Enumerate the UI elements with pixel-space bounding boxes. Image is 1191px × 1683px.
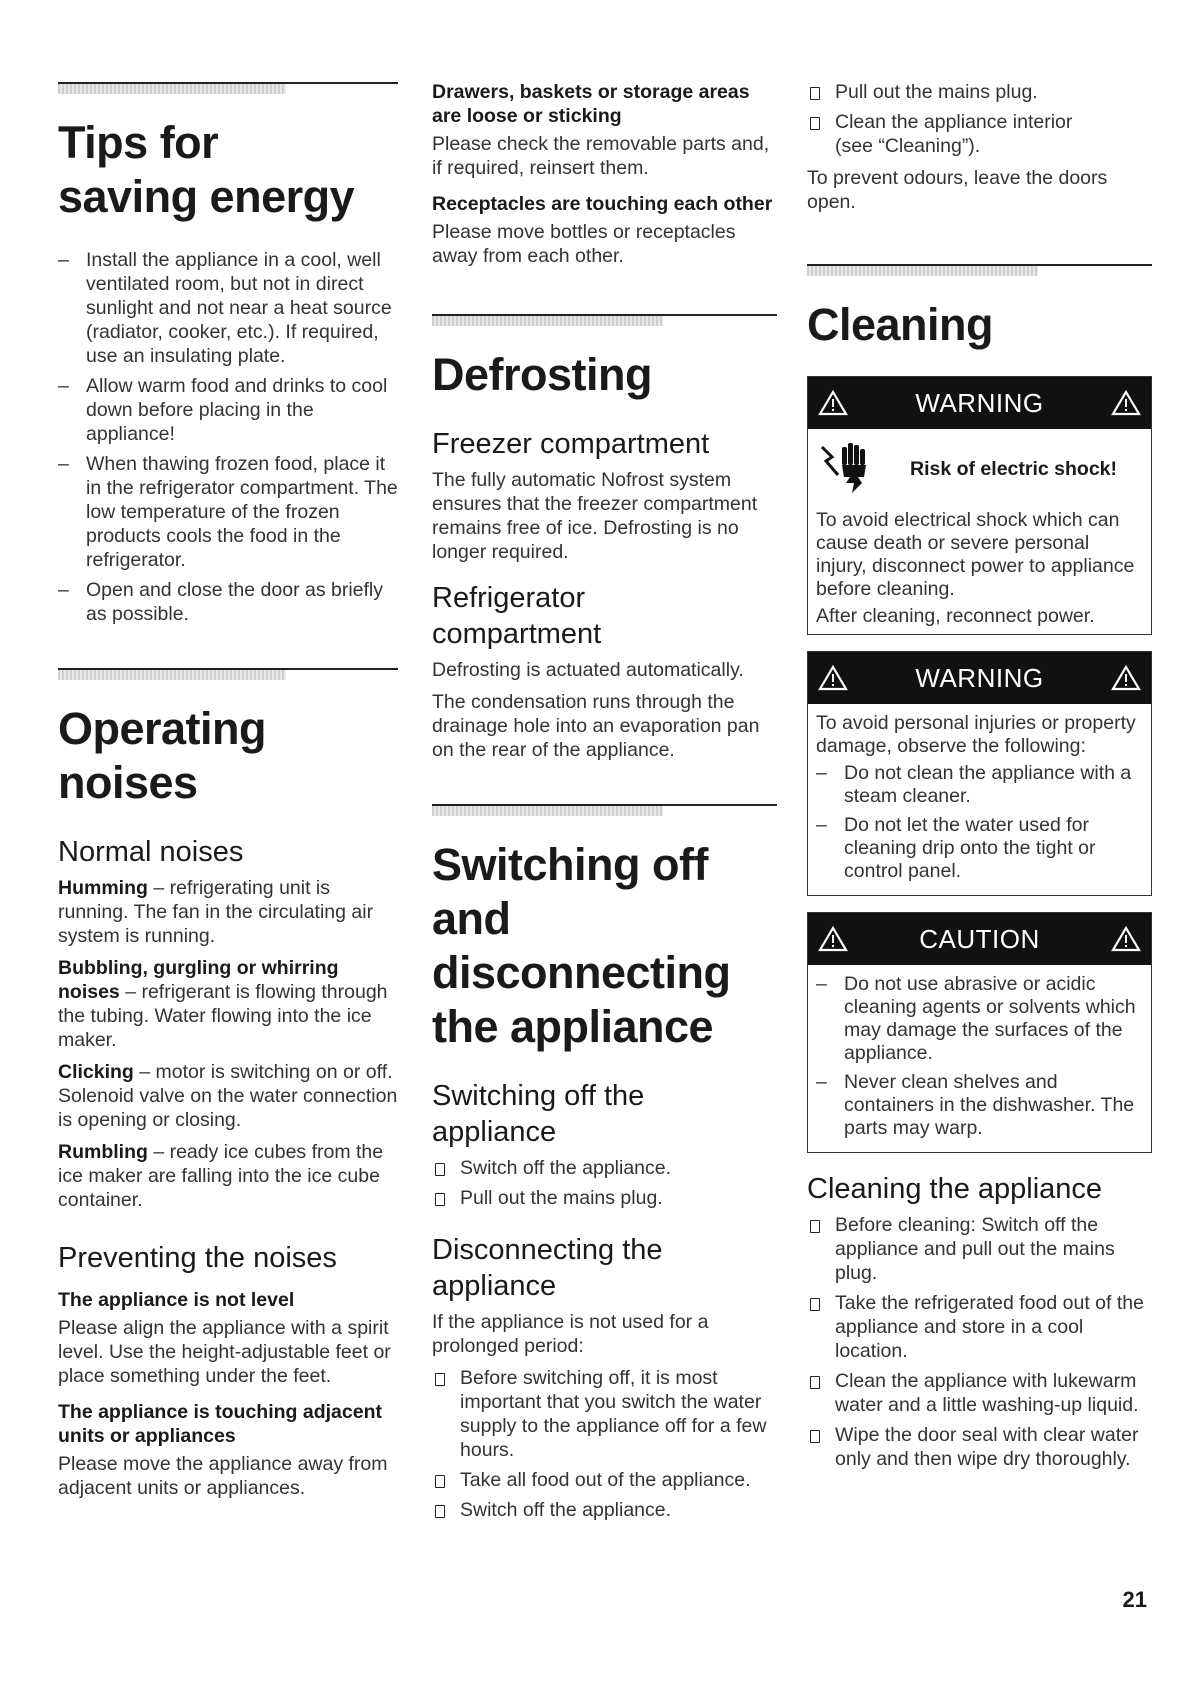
noise-humming: Humming – refrigerating unit is running. The fan in the circulating air system is running.: [58, 877, 374, 947]
list-item: – Install the appliance in a cool, well ventilated room, but not in direct sunlight and not near a heat source (radiator, cooker, etc.). If required, use an insulating plate.: [58, 248, 398, 368]
caution-header: CAUTION: [808, 913, 1151, 965]
warning-triangle-icon: [1111, 665, 1141, 691]
clean-steps-list: [807, 1213, 1152, 1471]
warning-triangle-icon: [1111, 390, 1141, 416]
section-title-defrosting: Defrosting: [432, 349, 652, 400]
warning-list: [816, 762, 1143, 883]
disconnect-intro: If the appliance is not used for a prolonged period:: [432, 1311, 709, 1357]
list-item: Clean the appliance with lukewarm water and a little washing-up liquid.: [807, 1369, 1152, 1417]
section-rule: [432, 804, 777, 818]
list-item: – Do not use abrasive or acidic cleaning agents or solvents which may damage the surfaces of the appliance.: [816, 973, 1143, 1065]
steps-list: [807, 80, 1152, 158]
section-title-tips: Tips for saving energy: [58, 117, 355, 222]
warning-box-injury: [807, 651, 1152, 896]
subsection-title-switchoff: Switching off the appliance: [432, 1080, 645, 1148]
section-rule: [58, 668, 398, 682]
freezer-text: The fully automatic Nofrost system ensures that the freezer compartment remains free of ice. Defrosting is no longer required.: [432, 469, 758, 563]
list-item: Take all food out of the appliance.: [432, 1468, 777, 1492]
warning-triangle-icon: [818, 926, 848, 952]
list-item: Wipe the door seal with clear water only and then wipe dry thoroughly.: [807, 1423, 1152, 1471]
noise-bubbling: Bubbling, gurgling or whirring noises – refrigerant is flowing through the tubing. Water flowing into the ice maker.: [58, 957, 388, 1051]
odours-text: To prevent odours, leave the doors open.: [807, 167, 1108, 213]
list-item: Switch off the appliance.: [432, 1498, 777, 1522]
warning-header: WARNING: [808, 652, 1151, 704]
subsection-title-fridge: Refrigerator compartment: [432, 582, 602, 650]
noise-rumbling: Rumbling – ready ice cubes from the ice maker are falling into the ice cube container.: [58, 1141, 384, 1211]
warning-header: WARNING: [808, 377, 1151, 429]
level-heading: The appliance is not level: [58, 1289, 295, 1311]
section-title-cleaning: Cleaning: [807, 299, 994, 350]
tips-list: [58, 248, 398, 626]
list-item: – Do not let the water used for cleaning drip onto the tight or control panel.: [816, 814, 1143, 883]
shock-title: Risk of electric shock!: [910, 457, 1117, 480]
subsection-title-prevent: Preventing the noises: [58, 1242, 337, 1274]
list-item: – Do not clean the appliance with a steam cleaner.: [816, 762, 1143, 808]
section-title-noises: Operating noises: [58, 703, 267, 808]
warning-intro: To avoid personal injuries or property damage, observe the following:: [816, 712, 1136, 757]
warning-triangle-icon: [818, 390, 848, 416]
subsection-title-normal: Normal noises: [58, 836, 244, 868]
fridge-text-1: Defrosting is actuated automatically.: [432, 659, 744, 681]
list-item: Pull out the mains plug.: [432, 1186, 777, 1210]
column-1: [58, 82, 398, 1508]
subsection-title-clean-appliance: Cleaning the appliance: [807, 1173, 1103, 1205]
warning-text: To avoid electrical shock which can cause death or severe personal injury, disconnect power to appliance before cleaning.: [816, 509, 1135, 600]
warning-triangle-icon: [818, 665, 848, 691]
list-item: Take the refrigerated food out of the appliance and store in a cool location.: [807, 1291, 1152, 1363]
receptacles-text: Please move bottles or receptacles away from each other.: [432, 221, 736, 267]
page-number: 21: [1122, 1587, 1147, 1612]
touch-heading: The appliance is touching adjacent units or appliances: [58, 1401, 382, 1447]
section-rule: [58, 82, 398, 96]
warning-box-electric: [807, 376, 1152, 635]
list-item: Pull out the mains plug.: [807, 80, 1152, 104]
warning-triangle-icon: [1111, 926, 1141, 952]
section-rule: [432, 314, 777, 328]
caution-box: [807, 912, 1152, 1153]
level-text: Please align the appliance with a spirit level. Use the height-adjustable feet or place something under the feet.: [58, 1317, 391, 1387]
drawers-text: Please check the removable parts and, if required, reinsert them.: [432, 133, 770, 179]
list-item: Before switching off, it is most important that you switch the water supply to the appliance off for a few hours.: [432, 1366, 777, 1462]
subsection-title-disconnect: Disconnecting the appliance: [432, 1234, 663, 1302]
receptacles-heading: Receptacles are touching each other: [432, 193, 773, 215]
list-item: Switch off the appliance.: [432, 1156, 777, 1180]
list-item: – Never clean shelves and containers in the dishwasher. The parts may warp.: [816, 1071, 1143, 1140]
list-item: – Allow warm food and drinks to cool down before placing in the appliance!: [58, 374, 398, 446]
subsection-title-freezer: Freezer compartment: [432, 428, 710, 460]
column-3: [807, 80, 1152, 1479]
disconnect-list: [432, 1366, 777, 1522]
list-item: Clean the appliance interior (see “Cleaning”).: [807, 110, 1105, 158]
touch-text: Please move the appliance away from adjacent units or appliances.: [58, 1453, 388, 1499]
section-title-switching: Switching off and disconnecting the appliance: [432, 839, 731, 1052]
drawers-heading: Drawers, baskets or storage areas are loose or sticking: [432, 81, 750, 127]
switchoff-list: [432, 1156, 777, 1210]
list-item: Before cleaning: Switch off the appliance and pull out the mains plug.: [807, 1213, 1152, 1285]
fridge-text-2: The condensation runs through the drainage hole into an evaporation pan on the rear of the appliance.: [432, 691, 760, 761]
noise-clicking: Clicking – motor is switching on or off. Solenoid valve on the water connection is opening or closing.: [58, 1061, 398, 1131]
list-item: – When thawing frozen food, place it in the refrigerator compartment. The low temperature of the frozen products cools the food in the refrigerator.: [58, 452, 398, 572]
electric-shock-icon: [816, 441, 880, 497]
list-item: – Open and close the door as briefly as possible.: [58, 578, 398, 626]
section-rule: [807, 264, 1152, 278]
caution-list: [816, 973, 1143, 1140]
warning-text: After cleaning, reconnect power.: [816, 605, 1095, 627]
column-2: [432, 80, 777, 1530]
